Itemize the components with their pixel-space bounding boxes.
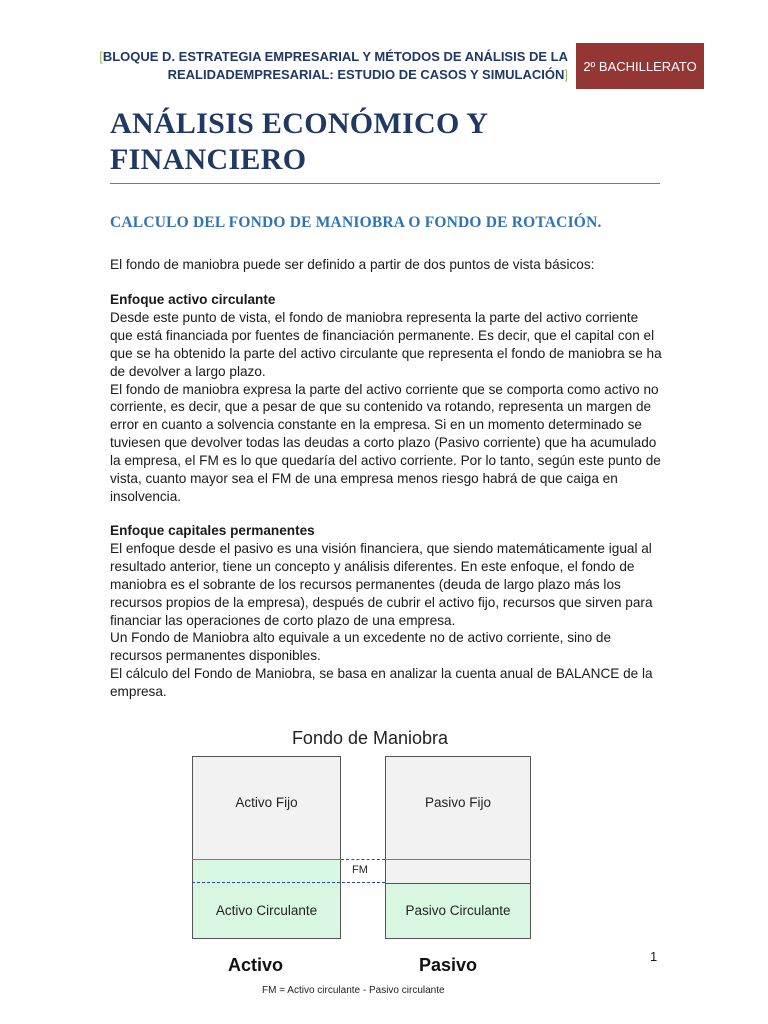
- section1-paragraph-2: El fondo de maniobra expresa la parte del activo corriente que se comporta como activo no corriente, es decir, que a pesar de que su contenido va rotando, representa un margen de error en cuanto a solvencia constante en la empresa. Si en un momento determinado se tuviesen que devolver todas las deudas a corto plazo (Pasivo corriente) que ha acumulado la empresa, el FM es lo que quedaría del activo corriente. Por lo tanto, según este punto de vista, cuanto mayor sea el FM de una empresa menos riesgo habrá de que caiga en insolvencia.: [110, 381, 661, 504]
- section-activo-circulante: [110, 291, 662, 506]
- section-capitales-permanentes: [110, 522, 662, 701]
- title-line-1: ANÁLISIS ECONÓMICO Y: [110, 107, 489, 140]
- fm-label: FM: [352, 864, 368, 876]
- pasivo-caption: Pasivo: [419, 955, 478, 975]
- course-level-badge: 2º BACHILLERATO: [576, 43, 704, 89]
- activo-caption: Activo: [228, 955, 284, 975]
- section2-paragraph-2: Un Fondo de Maniobra alto equivale a un excedente no de activo corriente, sino de recursos permanentes disponibles.: [110, 630, 612, 664]
- section1-paragraph-1: Desde este punto de vista, el fondo de maniobra representa la parte del activo corriente que está financiada por fuentes de financiación permanente. Es decir, que el capital con el que se ha obtenido la parte del activo circulante que representa el fondo de maniobra se ha de devolver a largo plazo.: [110, 309, 662, 379]
- fondo-maniobra-diagram: [180, 722, 540, 1007]
- pasivo-fijo-label: Pasivo Fijo: [424, 795, 492, 810]
- page-header: [0, 43, 768, 89]
- fm-formula: FM = Activo circulante - Pasivo circulante: [262, 985, 445, 996]
- section1-heading: Enfoque activo circulante: [110, 292, 276, 307]
- pasivo-circulante-label: Pasivo Circulante: [405, 903, 511, 918]
- pasivo-fijo-box: [385, 756, 531, 884]
- page-number: 1: [650, 949, 658, 964]
- fm-bottom-connector: [192, 882, 385, 883]
- fm-top-connector: [341, 859, 385, 860]
- section2-heading: Enfoque capitales permanentes: [110, 523, 315, 538]
- activo-circulante-label: Activo Circulante: [215, 903, 318, 918]
- header-line-1: BLOQUE D. ESTRATEGIA EMPRESARIAL Y MÉTODOS DE ANÁLISIS DE LA: [102, 49, 568, 64]
- title-line-2: FINANCIERO: [110, 143, 307, 176]
- pasivo-fm-boundary: [385, 859, 531, 860]
- section2-paragraph-3: El cálculo del Fondo de Maniobra, se basa en analizar la cuenta anual de BALANCE de la empresa.: [110, 666, 653, 700]
- section-subtitle: CALCULO DEL FONDO DE MANIOBRA O FONDO DE ROTACIÓN.: [110, 214, 602, 231]
- intro-paragraph: [110, 256, 662, 274]
- activo-circulante-box: [192, 859, 341, 939]
- title-divider: [110, 183, 660, 184]
- header-bracket-close: ]: [564, 67, 568, 82]
- activo-fijo-label: Activo Fijo: [235, 795, 298, 810]
- header-course-block: [48, 48, 568, 84]
- header-line-2: REALIDADEMPRESARIAL: ESTUDIO DE CASOS Y SIMULACIÓN: [167, 67, 565, 82]
- header-bracket-open: [: [99, 49, 103, 64]
- activo-fm-boundary: [192, 859, 341, 860]
- section2-paragraph-1: El enfoque desde el pasivo es una visión financiera, que siendo matemáticamente igual al resultado anterior, tiene un concepto y análisis diferentes. En este enfoque, el fondo de maniobra es el sobrante de los recursos permanentes (deuda de largo plazo más los recursos propios de la empresa), después de cubrir el activo fijo, recursos que sirven para financiar las operaciones de corto plazo de una empresa.: [110, 540, 653, 628]
- intro-text: El fondo de maniobra puede ser definido a partir de dos puntos de vista básicos:: [110, 257, 595, 272]
- page-title: [110, 106, 660, 178]
- diagram-title: Fondo de Maniobra: [291, 728, 449, 748]
